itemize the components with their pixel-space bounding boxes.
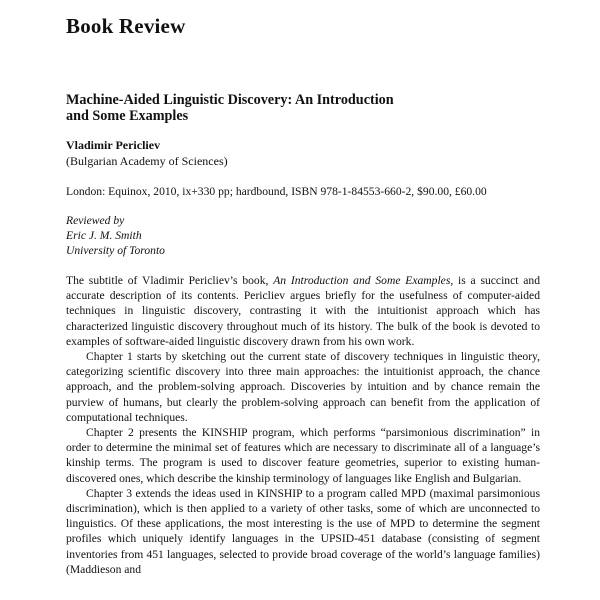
reviewer-block (66, 213, 165, 258)
paragraph-3: Chapter 2 presents the KINSHIP program, which performs “parsimonious discrimination” in order to determine the minimal set of features which are necessary to discriminate all of a language’s kinship terms. The program is used to discover feature geometries, superior to existing human-discovered ones, which describe the kinship terminology of languages like English and Bulgarian. (66, 426, 540, 485)
author-affiliation: (Bulgarian Academy of Sciences) (66, 154, 228, 168)
book-subtitle-italic: An Introduction and Some Examples (273, 274, 451, 287)
paragraph-2: Chapter 1 starts by sketching out the current state of discovery techniques in linguistic theory, categorizing scientific discovery into three main approaches: the intuitionist approach, the chance approach, and the problem-solving approach. Discoveries by intuition and by chance remain the purview of humans, but clearly the problem-solving approach can benefit from the application of computational techniques. (66, 350, 540, 424)
paragraph-1-start: The subtitle of Vladimir Pericliev’s book, (66, 274, 274, 287)
author-block (66, 137, 228, 169)
author-name: Vladimir Pericliev (66, 138, 161, 152)
reviewer-institution: University of Toronto (66, 244, 165, 257)
paragraph-1-rest: , is a succinct and accurate description of its contents. Pericliev argues briefly for the usefulness of computer-aided techniques in linguistic discovery, contrasting it with the intuitionist approach which has characterized linguistic discovery throughout much of its history. The bulk of the book is devoted to examples of software-aided linguistic discovery drawn from his own work. (66, 274, 540, 348)
reviewer-name: Eric J. M. Smith (66, 229, 142, 242)
title-line-2: and Some Examples (66, 107, 189, 124)
publication-info: London: Equinox, 2010, ix+330 pp; hardbound, ISBN 978-1-84553-660-2, $90.00, £60.00 (66, 185, 487, 198)
paragraph-4: Chapter 3 extends the ideas used in KINSHIP to a program called MPD (maximal parsimonious discrimination), which is then applied to a variety of other tasks, some of which are unconnected to linguistics. Of these applications, the most interesting is the use of MPD to determine the segment profiles which uniquely identify languages in the UPSID-451 database (consisting of segment inventories from 451 languages, selected to provide broad coverage of the world’s language families) (Maddieson and (66, 486, 540, 576)
review-body (66, 273, 540, 577)
paragraph-1 (66, 273, 540, 349)
title-line-1: Machine-Aided Linguistic Discovery: An Introduction (66, 92, 394, 108)
reviewer-label: Reviewed by (66, 214, 125, 227)
article-title (66, 93, 486, 124)
section-label: Book Review (66, 14, 186, 38)
